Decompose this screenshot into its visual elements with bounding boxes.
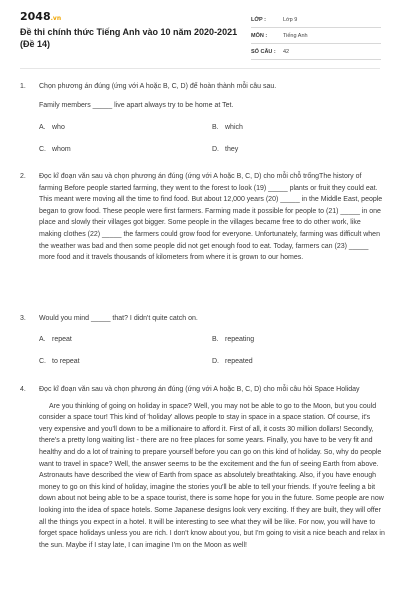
question-number: 4. bbox=[20, 386, 26, 393]
question-passage: Đọc kĩ đoạn văn sau và chọn phương án đúng (ứng với A hoặc B, C, D) cho mỗi chỗ trốngThe history of farming Before people started farming, they went to the forest to look (19) _____ plants or fruit they could eat. This meant were moving all the time to find food. But about 12,000 years (20) _____ in the Middle East, people began to grow food. These people were first farmers. Farming made it possible for people to (21) _____ in one place and slowly their villages got bigger. Some people in the villages became free to do other work, like making clothes (22) _____ the farmers could grow food for everyone. Unfortunately, farming was difficult when the weather was bad and then some people did not get enough food to eat. Today, farmers can (23) _____ more food and it travels thousands of kilometers from where it is grown to our homes. bbox=[39, 173, 383, 262]
question-4 bbox=[20, 384, 385, 600]
option-text: to repeat bbox=[52, 358, 80, 365]
logo-suffix: .vn bbox=[50, 15, 62, 22]
option-letter: A. bbox=[39, 336, 46, 343]
question-sentence: Family members _____ live apart always try to be home at Tet. bbox=[39, 102, 234, 109]
option-text: repeated bbox=[225, 358, 253, 365]
option-b[interactable] bbox=[212, 336, 254, 343]
meta-count-row bbox=[251, 44, 381, 60]
option-text: repeat bbox=[52, 336, 72, 343]
option-b[interactable] bbox=[212, 124, 243, 131]
meta-subject-row bbox=[251, 28, 381, 44]
option-letter: D. bbox=[212, 146, 219, 153]
meta-subject-value: Tiếng Anh bbox=[283, 32, 308, 39]
document-title: Đề thi chính thức Tiếng Anh vào 10 năm 2020-2021 (Đề 14) bbox=[20, 27, 238, 49]
option-letter: B. bbox=[212, 124, 219, 131]
question-3 bbox=[20, 313, 385, 324]
question-passage: Are you thinking of going on holiday in space? Well, you may not be able to go to the Moon, but you could consider a space tour! This kind of 'holiday' allows people to stay in space in a space station. Of course, it's very expensive and you'll down to be a millionaire to afford it. First of all, it costs 30 million dollars! Secondly, there's a pretty long waiting list - there are no free places for some years. Finally, you have to be very fit and healthy and do a lot of training to prepare yourself before you can go on this kind of holiday. So, why do people want to travel in space? Well, the answer seems to be the excitement and the fun of seeing Earth from above. Astronauts have described the view of Earth from space as absolutely breathtaking. Also, if you have enough money to go on this kind of holiday, imagine the stories you'll be able to tell your friends. If you're feeling a bit down about not being able to be a space tourist, there is some hope for you in the future. Some people are now looking into the idea of space hotels. Some Japanese designs look very exciting. If they are built, they will offer all the things you expect in a hotel. It will be interesting to see what they will be like. For now, you will have to forget space holidays unless you are rich. I don't know about you, but I'm going to visit a nice beach and relax in the sun. Maybe if I stay late, I can imagine I'm on the Moon as well! bbox=[39, 402, 385, 549]
question-number: 2. bbox=[20, 173, 26, 180]
option-a[interactable] bbox=[39, 336, 72, 343]
meta-count-label: SỐ CÂU : bbox=[251, 48, 276, 55]
option-d[interactable] bbox=[212, 358, 253, 365]
option-letter: C. bbox=[39, 358, 46, 365]
question-2 bbox=[20, 171, 385, 264]
option-text: repeating bbox=[225, 336, 255, 343]
question-prompt: Would you mind _____ that? I didn't quite catch on. bbox=[39, 315, 198, 322]
option-text: who bbox=[52, 124, 65, 131]
document-meta bbox=[251, 12, 381, 60]
option-c[interactable] bbox=[39, 146, 71, 153]
option-text: which bbox=[225, 124, 243, 131]
option-d[interactable] bbox=[212, 146, 238, 153]
option-letter: B. bbox=[212, 336, 219, 343]
option-letter: C. bbox=[39, 146, 46, 153]
question-1 bbox=[20, 81, 385, 111]
question-prompt: Đọc kĩ đoạn văn sau và chọn phương án đúng (ứng với A hoặc B, C, D) cho mỗi câu hỏi Space Holiday bbox=[39, 386, 360, 393]
logo-number: 2048 bbox=[20, 10, 51, 23]
meta-class-label: LỚP : bbox=[251, 16, 266, 23]
option-text: whom bbox=[52, 146, 71, 153]
question-number: 1. bbox=[20, 83, 26, 90]
option-c[interactable] bbox=[39, 358, 80, 365]
option-letter: A. bbox=[39, 124, 46, 131]
meta-subject-label: MÔN : bbox=[251, 32, 268, 39]
site-logo[interactable] bbox=[20, 10, 61, 23]
option-a[interactable] bbox=[39, 124, 65, 131]
question-number: 3. bbox=[20, 315, 26, 322]
document-header bbox=[0, 0, 400, 62]
meta-count-value: 42 bbox=[283, 48, 290, 55]
option-letter: D. bbox=[212, 358, 219, 365]
question-prompt: Chọn phương án đúng (ứng với A hoặc B, C, D) để hoàn thành mỗi câu sau. bbox=[39, 83, 277, 90]
option-text: they bbox=[225, 146, 239, 153]
header-divider bbox=[20, 68, 380, 69]
meta-class-value: Lớp 9 bbox=[283, 16, 298, 23]
meta-class-row bbox=[251, 12, 381, 28]
